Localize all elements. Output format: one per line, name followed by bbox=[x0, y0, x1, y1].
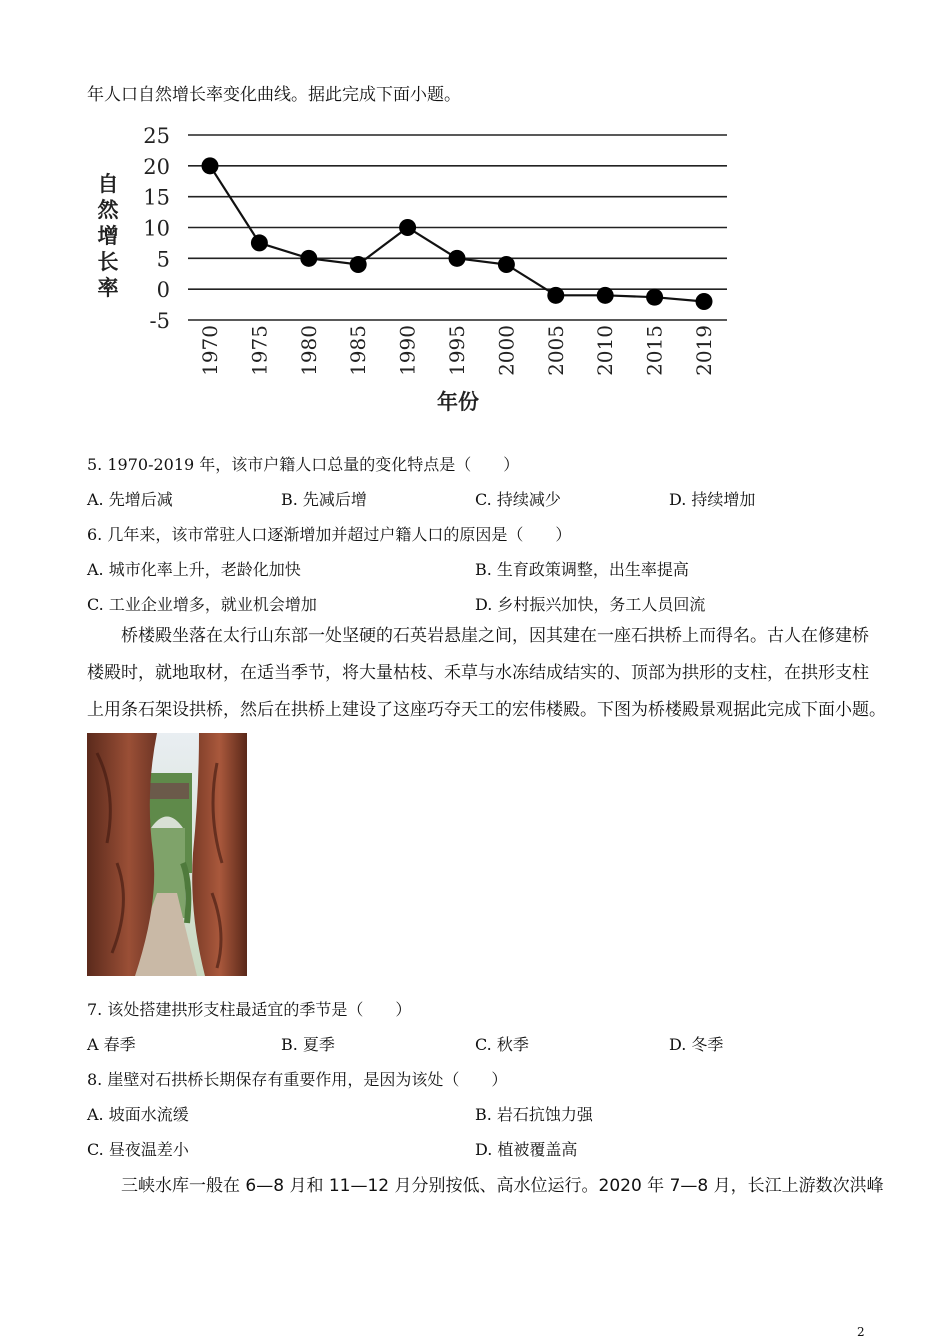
y-tick-label: 20 bbox=[143, 154, 170, 179]
q7-option-c: C. 秋季 bbox=[475, 1035, 529, 1054]
x-tick-label: 1970 bbox=[198, 325, 222, 376]
q5-option-a: A. 先增后减 bbox=[87, 490, 173, 509]
q6-option-d: D. 乡村振兴加快，务工人员回流 bbox=[475, 595, 706, 614]
x-tick-label: 2010 bbox=[593, 325, 618, 376]
q8-option-d: D. 植被覆盖高 bbox=[475, 1140, 578, 1159]
q7-option-d: D. 冬季 bbox=[669, 1035, 724, 1054]
x-tick-label: 1990 bbox=[395, 325, 420, 376]
data-point bbox=[696, 293, 713, 310]
q5-option-c: C. 持续减少 bbox=[475, 490, 561, 509]
chart-grid bbox=[188, 135, 727, 320]
x-tick-label: 2019 bbox=[692, 325, 716, 376]
passage-line-1: 桥楼殿坐落在太行山东部一处坚硬的石英岩悬崖之间，因其建在一座石拱桥上而得名。古人在修建桥 bbox=[87, 626, 869, 646]
q8-option-a: A. 坡面水流缓 bbox=[87, 1105, 189, 1124]
y-tick-label: 10 bbox=[143, 216, 170, 241]
passage-line-3: 上用条石架设拱桥，然后在拱桥上建设了这座巧夺天工的宏伟楼殿。下图为桥楼殿景观据此完成下面小题。 bbox=[87, 700, 886, 720]
y-tick-label: 5 bbox=[156, 247, 170, 272]
y-tick-labels bbox=[143, 124, 170, 333]
x-tick-label: 1975 bbox=[247, 325, 272, 376]
data-point bbox=[547, 287, 564, 304]
data-point bbox=[646, 289, 663, 306]
data-point bbox=[350, 256, 367, 273]
q6-option-a: A. 城市化率上升，老龄化加快 bbox=[87, 560, 301, 579]
x-tick-label: 2000 bbox=[494, 325, 519, 376]
q8-option-b: B. 岩石抗蚀力强 bbox=[475, 1105, 593, 1124]
q5-stem: 5. 1970-2019 年，该市户籍人口总量的变化特点是（ ） bbox=[87, 455, 520, 474]
q7-stem: 7. 该处搭建拱形支柱最适宜的季节是（ ） bbox=[87, 1000, 412, 1019]
q8-stem: 8. 崖壁对石拱桥长期保存有重要作用，是因为该处（ ） bbox=[87, 1070, 508, 1089]
q5-option-b: B. 先减后增 bbox=[281, 490, 367, 509]
passage-line-2: 楼殿时，就地取材，在适当季节，将大量枯枝、禾草与水冻结成结实的、顶部为拱形的支柱，在拱形支柱 bbox=[87, 663, 869, 683]
q6-stem: 6. 几年来，该市常驻人口逐渐增加并超过户籍人口的原因是（ ） bbox=[87, 525, 572, 544]
growth-rate-chart bbox=[92, 118, 752, 428]
x-tick-label: 2005 bbox=[543, 325, 568, 376]
intro-text: 年人口自然增长率变化曲线。据此完成下面小题。 bbox=[87, 85, 461, 105]
page-number: 2 bbox=[857, 1325, 865, 1339]
data-point bbox=[300, 250, 317, 267]
y-tick-label: 0 bbox=[156, 278, 170, 303]
x-axis-label: 年份 bbox=[437, 390, 479, 414]
data-point bbox=[399, 219, 416, 236]
y-axis-label: 自然增长率 bbox=[97, 172, 119, 300]
y-tick-label: 25 bbox=[143, 124, 170, 148]
bridge-hall-photo bbox=[87, 733, 247, 976]
y-tick-label: 15 bbox=[143, 185, 170, 210]
y-tick-label: -5 bbox=[149, 309, 170, 333]
data-point bbox=[597, 287, 614, 304]
data-point bbox=[251, 234, 268, 251]
passage-paragraph bbox=[87, 618, 886, 729]
q6-option-c: C. 工业企业增多，就业机会增加 bbox=[87, 595, 317, 614]
x-tick-label: 1985 bbox=[346, 325, 371, 376]
x-tick-label: 2015 bbox=[642, 325, 667, 376]
chart-series bbox=[202, 157, 713, 310]
q7-option-a: A 春季 bbox=[87, 1035, 136, 1054]
x-tick-label: 1980 bbox=[296, 325, 321, 376]
q7-option-b: B. 夏季 bbox=[281, 1035, 335, 1054]
q8-option-c: C. 昼夜温差小 bbox=[87, 1140, 189, 1159]
series-line bbox=[210, 166, 704, 302]
x-tick-labels bbox=[198, 325, 716, 376]
q5-option-d: D. 持续增加 bbox=[669, 490, 756, 509]
q6-option-b: B. 生育政策调整，出生率提高 bbox=[475, 560, 689, 579]
next-passage-text: 三峡水库一般在 6—8 月和 11—12 月分别按低、高水位运行。2020 年 7—8 月，长江上游数次洪峰 bbox=[87, 1176, 884, 1196]
data-point bbox=[202, 157, 219, 174]
data-point bbox=[498, 256, 515, 273]
data-point bbox=[449, 250, 466, 267]
x-tick-label: 1995 bbox=[445, 325, 469, 376]
